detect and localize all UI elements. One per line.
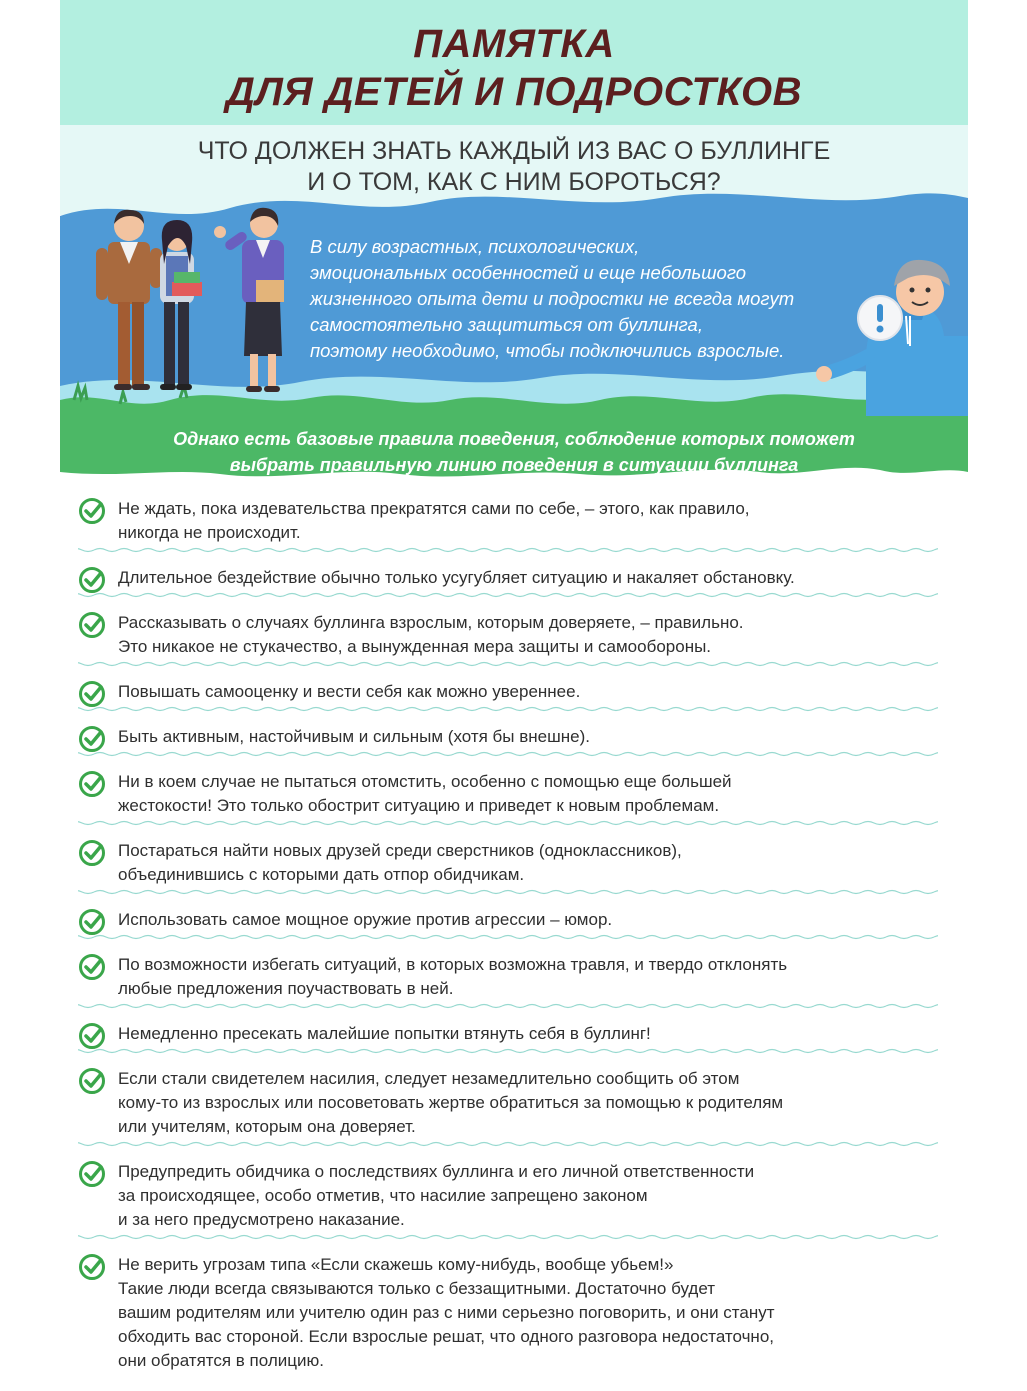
rule-text-line: Постараться найти новых друзей среди сверстников (одноклассников), — [118, 841, 682, 860]
rule-text-line: обходить вас стороной. Если взрослые решат, что одного разговора недостаточно, — [118, 1327, 775, 1346]
intro-line: В силу возрастных, психологических, — [310, 236, 640, 257]
intro-line: поэтому необходимо, чтобы подключились взрослые. — [310, 340, 785, 361]
rule-item — [78, 1064, 938, 1147]
check-circle-icon — [78, 770, 106, 798]
rule-item — [78, 494, 938, 553]
rule-item — [78, 563, 938, 598]
rule-text-line: или учителям, которым она доверяет. — [118, 1117, 416, 1136]
rule-item — [78, 1157, 938, 1240]
rule-text-line: Предупредить обидчика о последствиях буллинга и его личной ответственности — [118, 1162, 755, 1181]
check-circle-icon — [78, 497, 106, 525]
rule-text-line: Длительное бездействие обычно только усугубляет ситуацию и накаляет обстановку. — [118, 568, 795, 587]
rule-item — [78, 905, 938, 940]
check-circle-icon — [78, 611, 106, 639]
check-circle-icon — [78, 1253, 106, 1281]
rule-item — [78, 950, 938, 1009]
rule-item — [78, 1250, 938, 1381]
subtitle-line-1: ЧТО ДОЛЖЕН ЗНАТЬ КАЖДЫЙ ИЗ ВАС О БУЛЛИНГЕ — [197, 137, 831, 165]
rule-text-line: Это никакое не стукачество, а вынужденная мера защиты и самообороны. — [118, 637, 712, 656]
rule-item — [78, 722, 938, 757]
intro-text — [310, 234, 890, 364]
rule-text-line: за происходящее, особо отметив, что насилие запрещено законом — [118, 1186, 648, 1205]
check-circle-icon — [78, 566, 106, 594]
intro-line: самостоятельно защититься от буллинга, — [310, 314, 703, 335]
rule-item — [78, 608, 938, 667]
check-circle-icon — [78, 953, 106, 981]
rule-text-line: Быть активным, настойчивым и сильным (хотя бы внешне). — [118, 727, 590, 746]
highlight-text — [80, 426, 948, 478]
rule-text-line: Не верить угрозам типа «Если скажешь кому-нибудь, вообще убьем!» — [118, 1255, 674, 1274]
rules-list — [78, 494, 938, 1391]
page-title — [60, 20, 968, 116]
title-line-2: ДЛЯ ДЕТЕЙ И ПОДРОСТКОВ — [226, 70, 802, 114]
rule-text-line: Повышать самооценку и вести себя как можно увереннее. — [118, 682, 581, 701]
rule-text-line: никогда не происходит. — [118, 523, 301, 542]
rule-text-line: Использовать самое мощное оружие против агрессии – юмор. — [118, 910, 613, 929]
rule-text-line: Если стали свидетелем насилия, следует незамедлительно сообщить об этом — [118, 1069, 740, 1088]
subtitle-line-2: И О ТОМ, КАК С НИМ БОРОТЬСЯ? — [307, 168, 721, 196]
check-circle-icon — [78, 1160, 106, 1188]
rule-text-line: Ни в коем случае не пытаться отомстить, особенно с помощью еще большей — [118, 772, 732, 791]
rule-text-line: Немедленно пресекать малейшие попытки втянуть себя в буллинг! — [118, 1024, 651, 1043]
rule-text-line: они обратятся в полицию. — [118, 1351, 324, 1370]
rule-text-line: По возможности избегать ситуаций, в которых возможна травля, и твердо отклонять — [118, 955, 788, 974]
check-circle-icon — [78, 680, 106, 708]
rule-item — [78, 677, 938, 712]
rule-text-line: кому-то из взрослых или посоветовать жертве обратиться за помощью к родителям — [118, 1093, 784, 1112]
check-circle-icon — [78, 1022, 106, 1050]
rule-text-line: Такие люди всегда связываются только с беззащитными. Достаточно будет — [118, 1279, 716, 1298]
rule-item — [78, 836, 938, 895]
rule-text-line: Рассказывать о случаях буллинга взрослым, которым доверяете, – правильно. — [118, 613, 744, 632]
rule-text-line: и за него предусмотрено наказание. — [118, 1210, 405, 1229]
intro-line: эмоциональных особенностей и еще небольшого — [310, 262, 747, 283]
check-circle-icon — [78, 908, 106, 936]
rule-text-line: вашим родителям или учителю один раз с ними серьезно поговорить, и они станут — [118, 1303, 775, 1322]
title-line-1: ПАМЯТКА — [413, 22, 615, 66]
rule-text-line: жестокости! Это только обострит ситуацию и приведет к новым проблемам. — [118, 796, 720, 815]
rule-text-line: любые предложения поучаствовать в ней. — [118, 979, 454, 998]
check-circle-icon — [78, 1067, 106, 1095]
highlight-line-2: выбрать правильную линию поведения в ситуации буллинга — [229, 455, 799, 475]
highlight-line-1: Однако есть базовые правила поведения, соблюдение которых поможет — [173, 429, 855, 449]
check-circle-icon — [78, 839, 106, 867]
rule-text-line: Не ждать, пока издевательства прекратятся сами по себе, – этого, как правило, — [118, 499, 750, 518]
rule-item — [78, 767, 938, 826]
poster — [60, 0, 968, 1370]
intro-line: жизненного опыта дети и подростки не всегда могут — [310, 288, 795, 309]
rule-text-line: объединившись с которыми дать отпор обидчикам. — [118, 865, 525, 884]
rule-item — [78, 1019, 938, 1054]
check-circle-icon — [78, 725, 106, 753]
